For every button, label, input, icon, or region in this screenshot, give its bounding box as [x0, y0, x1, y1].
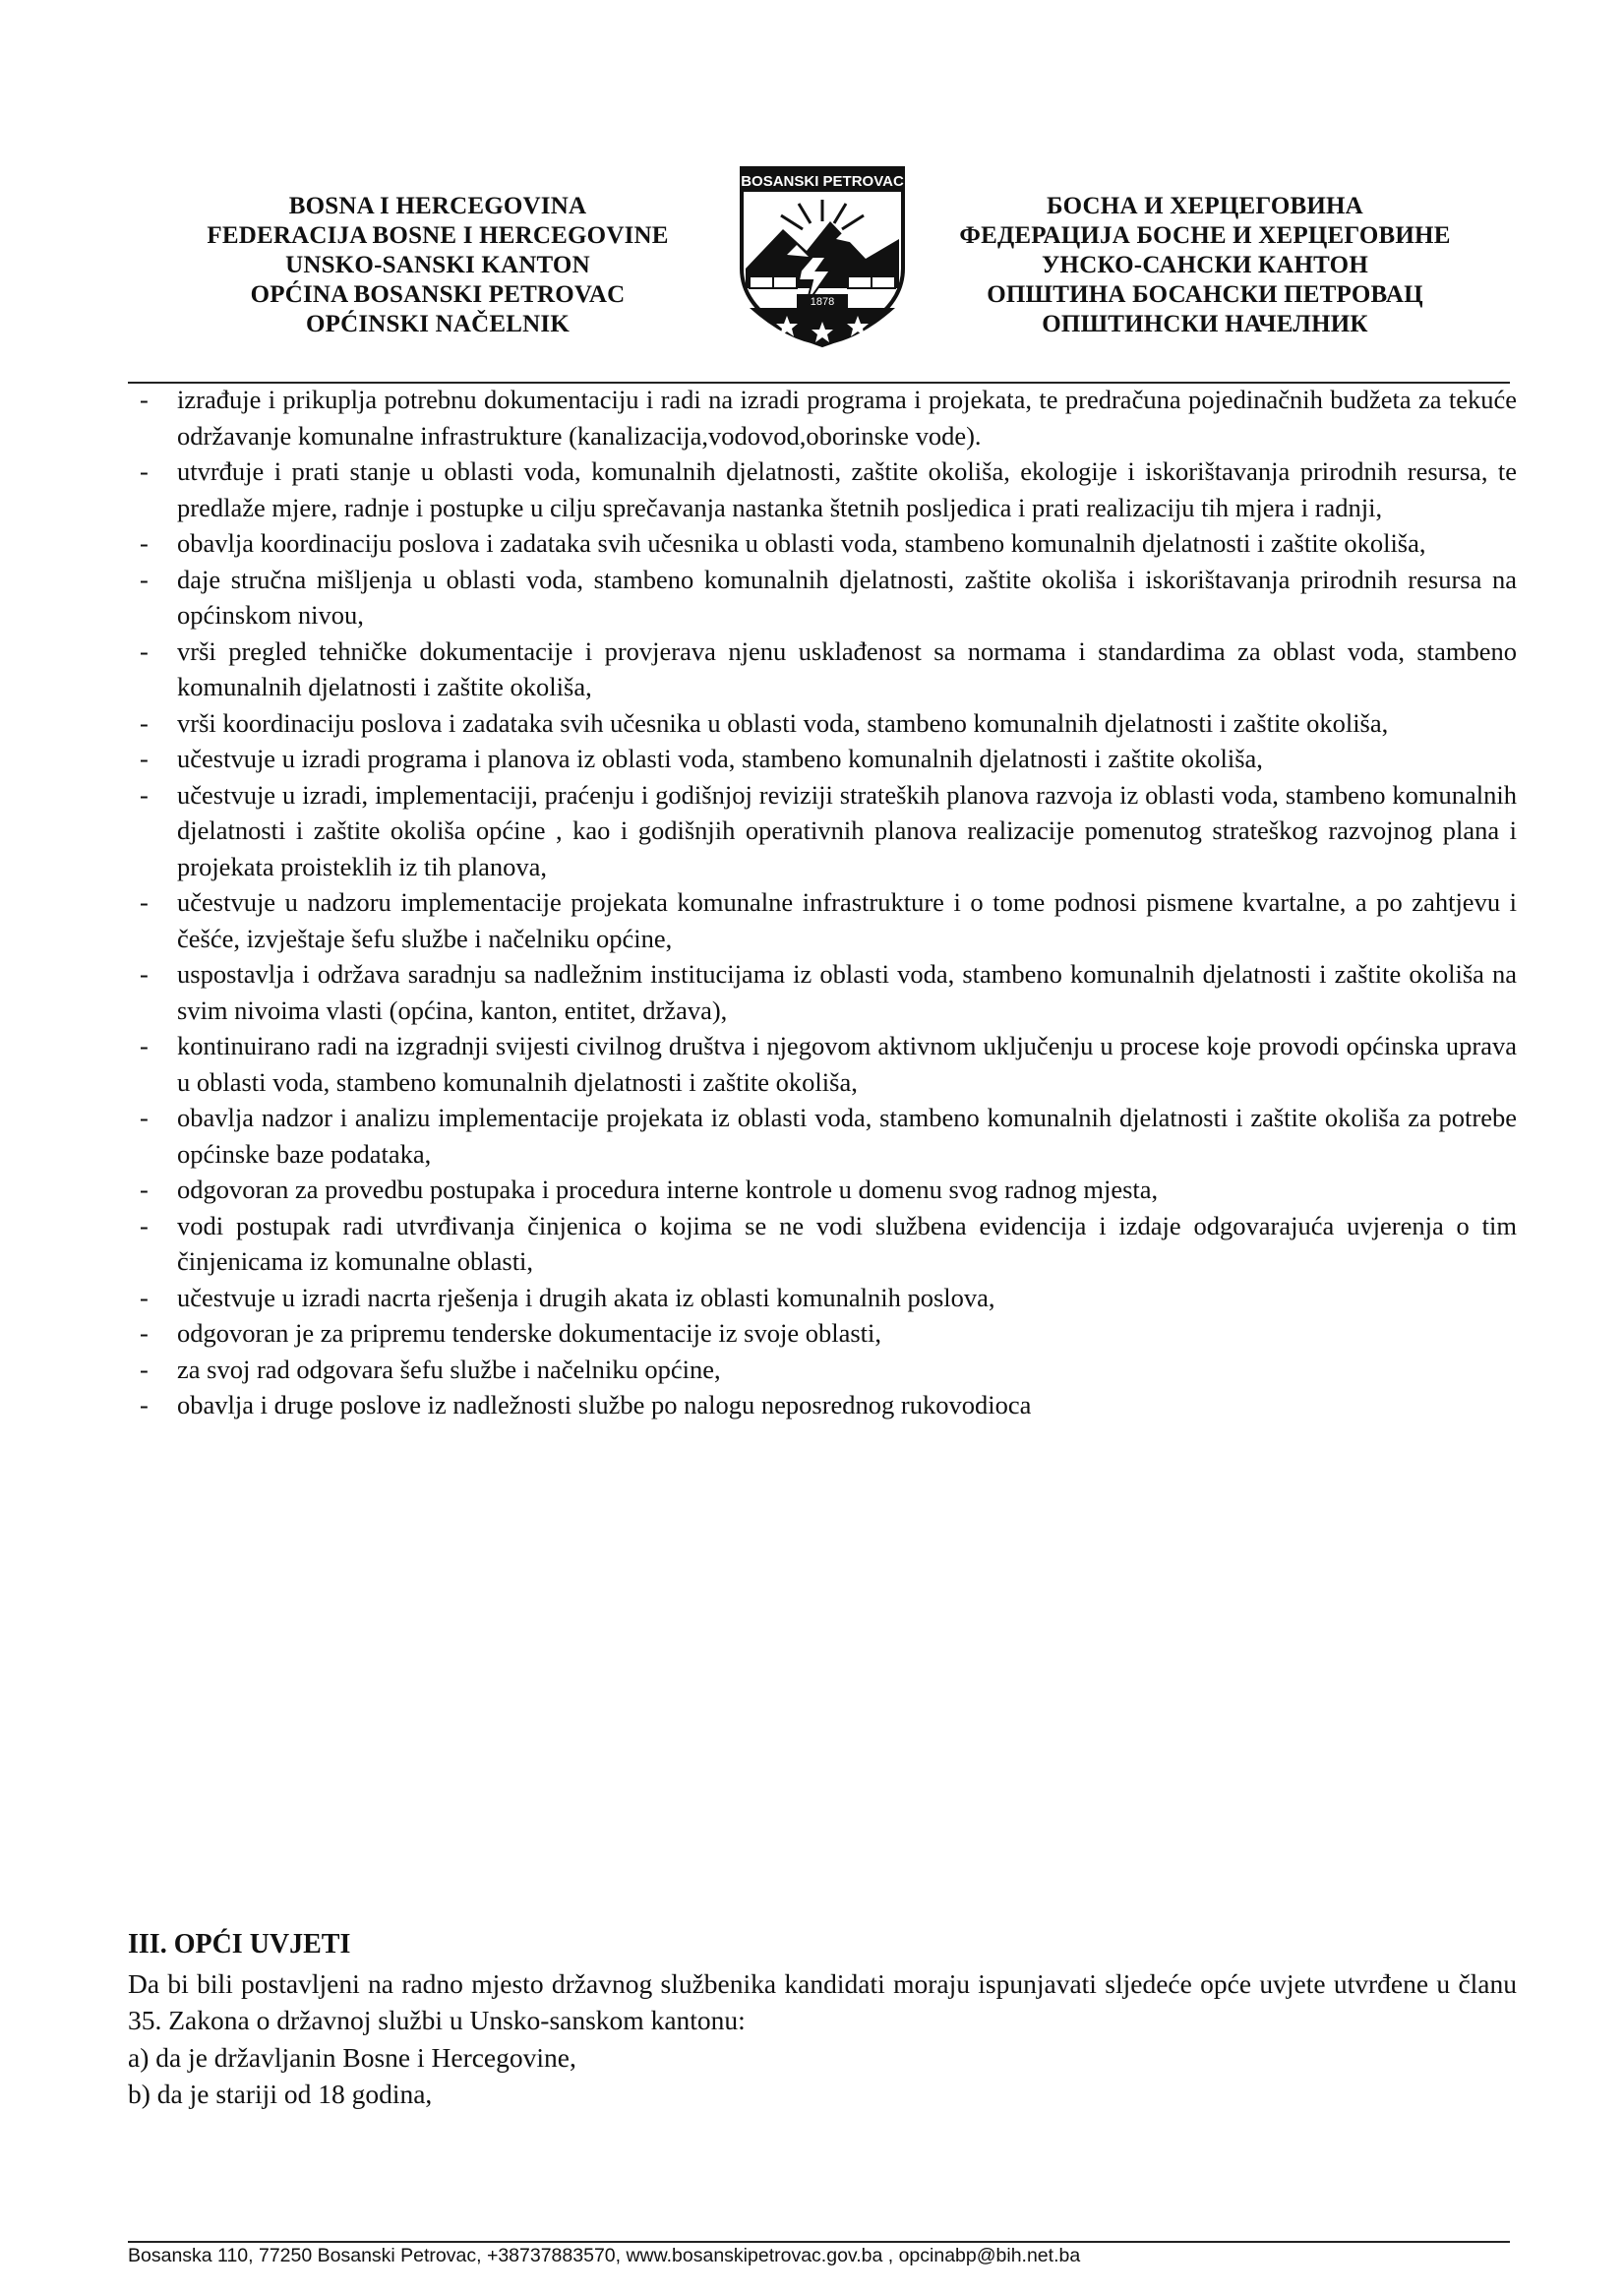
list-item — [128, 1100, 1517, 1172]
list-item — [128, 1028, 1517, 1100]
crest-year: 1878 — [810, 296, 835, 308]
list-item — [128, 453, 1517, 525]
municipality-crest-icon — [728, 160, 917, 349]
list-item-text: utvrđuje i prati stanje u oblasti voda, komunalnih djelatnosti, zaštite okoliša, ekologije i iskorištavanja prirodnih resursa, te predlaže mjere, radnje i postupke u cilju sprečavanja nastanka štetnih posljedica i prati realizaciju tih mjera i radnji, — [177, 456, 1517, 522]
header-cyrillic-line: ОПШТИНСКИ НАЧЕЛНИК — [1042, 311, 1368, 337]
list-item — [128, 741, 1517, 777]
list-item — [128, 1280, 1517, 1316]
header-latin-line: OPĆINA BOSANSKI PETROVAC — [250, 281, 626, 308]
list-dash: - — [140, 887, 149, 917]
list-item — [128, 777, 1517, 885]
list-item-text: učestvuje u izradi programa i planova iz oblasti voda, stambeno komunalnih djelatnosti i zaštite okoliša, — [177, 744, 1263, 773]
header-cyrillic — [930, 192, 1480, 339]
crest-label: BOSANSKI PETROVAC — [741, 173, 904, 190]
header-cyrillic-line: УНСКО-САНСКИ КАНТОН — [1042, 252, 1368, 278]
list-item-text: daje stručna mišljenja u oblasti voda, stambeno komunalnih djelatnosti, zaštite okoliša i iskorištavanja prirodnih resursa na općinskom nivou, — [177, 564, 1517, 630]
list-item-text: učestvuje u izradi, implementaciji, praćenju i godišnjoj reviziji strateških planova razvoja iz oblasti voda, stambeno komunalnih djelatnosti i zaštite okoliša općine , kao i godišnjih operativnih planova realizacije pomenutog strateškog razvojnog plana i projekata proisteklih iz tih planova, — [177, 779, 1517, 881]
list-dash: - — [140, 1210, 149, 1240]
list-item-text: vodi postupak radi utvrđivanja činjenica o kojima se ne vodi službena evidencija i izdaje odgovarajuća uvjerenja o tim činjenicama iz komunalne oblasti, — [177, 1210, 1517, 1276]
list-item — [128, 525, 1517, 562]
list-item — [128, 382, 1517, 453]
condition-item: a) da je državljanin Bosne i Hercegovine, — [128, 2041, 576, 2073]
section-intro: Da bi bili postavljeni na radno mjesto državnog službenika kandidati moraju ispunjavati sljedeće opće uvjete utvrđene u članu 35. Zakona o državnoj službi u Unsko-sanskom kantonu: — [128, 1967, 1517, 2035]
footer-contact: Bosanska 110, 77250 Bosanski Petrovac, +38737883570, www.bosanskipetrovac.gov.ba , opcinabp@bih.net.ba — [128, 2245, 1081, 2266]
list-dash: - — [140, 707, 149, 738]
list-item-text: uspostavlja i održava saradnju sa nadležnim institucijama iz oblasti voda, stambeno komunalnih djelatnosti i zaštite okoliša na svim nivoima vlasti (općina, kanton, entitet, država), — [177, 959, 1517, 1025]
list-item — [128, 634, 1517, 705]
list-item-text: obavlja koordinaciju poslova i zadataka svih učesnika u oblasti voda, stambeno komunalnih djelatnosti i zaštite okoliša, — [177, 528, 1426, 558]
list-item — [128, 1208, 1517, 1280]
list-item-text: vrši pregled tehničke dokumentacije i provjerava njenu usklađenost sa normama i standardima za oblast voda, stambeno komunalnih djelatnosti i zaštite okoliša, — [177, 635, 1517, 701]
list-dash: - — [140, 1031, 149, 1060]
list-item — [128, 705, 1517, 742]
list-dash: - — [140, 779, 149, 810]
list-item — [128, 1387, 1517, 1423]
list-item-text: odgovoran za provedbu postupaka i procedura interne kontrole u domenu svog radnog mjesta, — [177, 1175, 1159, 1204]
section-title: III. OPĆI UVJETI — [128, 1929, 351, 1960]
header-cyrillic-line: ФЕДЕРАЦИЈА БОСНЕ И ХЕРЦЕГОВИНЕ — [959, 222, 1451, 249]
list-item-text: izrađuje i prikuplja potrebnu dokumentaciju i radi na izradi programa i projekata, te predračuna pojedinačnih budžeta za tekuće održavanje komunalne infrastrukture (kanalizacija,vodovod,oborinske vode). — [177, 385, 1517, 451]
header-latin-line: OPĆINSKI NAČELNIK — [305, 311, 571, 337]
list-item-text: učestvuje u izradi nacrta rješenja i drugih akata iz oblasti komunalnih poslova, — [177, 1282, 995, 1312]
list-dash: - — [140, 635, 149, 666]
header-cyrillic-line: ОПШТИНА БОСАНСКИ ПЕТРОВАЦ — [987, 281, 1423, 308]
list-dash: - — [140, 1175, 149, 1204]
list-dash: - — [140, 1390, 149, 1419]
list-item-text: obavlja nadzor i analizu implementacije projekata iz oblasti voda, stambeno komunalnih djelatnosti i zaštite okoliša za potrebe općinske baze podataka, — [177, 1103, 1517, 1169]
header-latin-line: FEDERACIJA BOSNE I HERCEGOVINE — [207, 222, 669, 249]
duties-list — [128, 382, 1517, 1423]
condition-item: b) da je stariji od 18 godina, — [128, 2079, 433, 2109]
list-dash: - — [140, 959, 149, 989]
list-item-text: obavlja i druge poslove iz nadležnosti službe po nalogu neposrednog rukovodioca — [177, 1390, 1032, 1419]
list-item-text: odgovoran je za pripremu tenderske dokumentacije iz svoje oblasti, — [177, 1318, 882, 1348]
list-dash: - — [140, 1318, 149, 1348]
section-general-conditions — [128, 1926, 1517, 2113]
list-item — [128, 1315, 1517, 1352]
list-item-text: vrši koordinaciju poslova i zadataka svih učesnika u oblasti voda, stambeno komunalnih djelatnosti i zaštite okoliša, — [177, 707, 1389, 738]
list-dash: - — [140, 1354, 149, 1384]
list-dash: - — [140, 385, 149, 414]
header-latin — [162, 192, 713, 339]
header-latin-line: BOSNA I HERCEGOVINA — [288, 193, 587, 219]
list-dash: - — [140, 564, 149, 594]
list-dash: - — [140, 1103, 149, 1132]
list-item-text: za svoj rad odgovara šefu službe i načelniku općine, — [177, 1354, 721, 1384]
list-item — [128, 1172, 1517, 1208]
list-dash: - — [140, 744, 149, 773]
list-item — [128, 884, 1517, 956]
list-dash: - — [140, 528, 149, 558]
header-latin-line: UNSKO-SANSKI KANTON — [285, 252, 590, 278]
list-item — [128, 956, 1517, 1028]
list-item — [128, 1352, 1517, 1388]
list-item-text: kontinuirano radi na izgradnji svijesti civilnog društva i njegovom aktivnom uključenju u procese koje provodi općinska uprava u oblasti voda, stambeno komunalnih djelatnosti i zaštite okoliša, — [177, 1031, 1517, 1097]
list-dash: - — [140, 456, 149, 486]
list-item — [128, 562, 1517, 634]
header-cyrillic-line: БОСНА И ХЕРЦЕГОВИНА — [1047, 193, 1363, 219]
list-item-text: učestvuje u nadzoru implementacije projekata komunalne infrastrukture i o tome podnosi pismene kvartalne, a po zahtjevu i češće, izvještaje šefu službe i načelniku općine, — [177, 887, 1517, 953]
list-dash: - — [140, 1282, 149, 1312]
